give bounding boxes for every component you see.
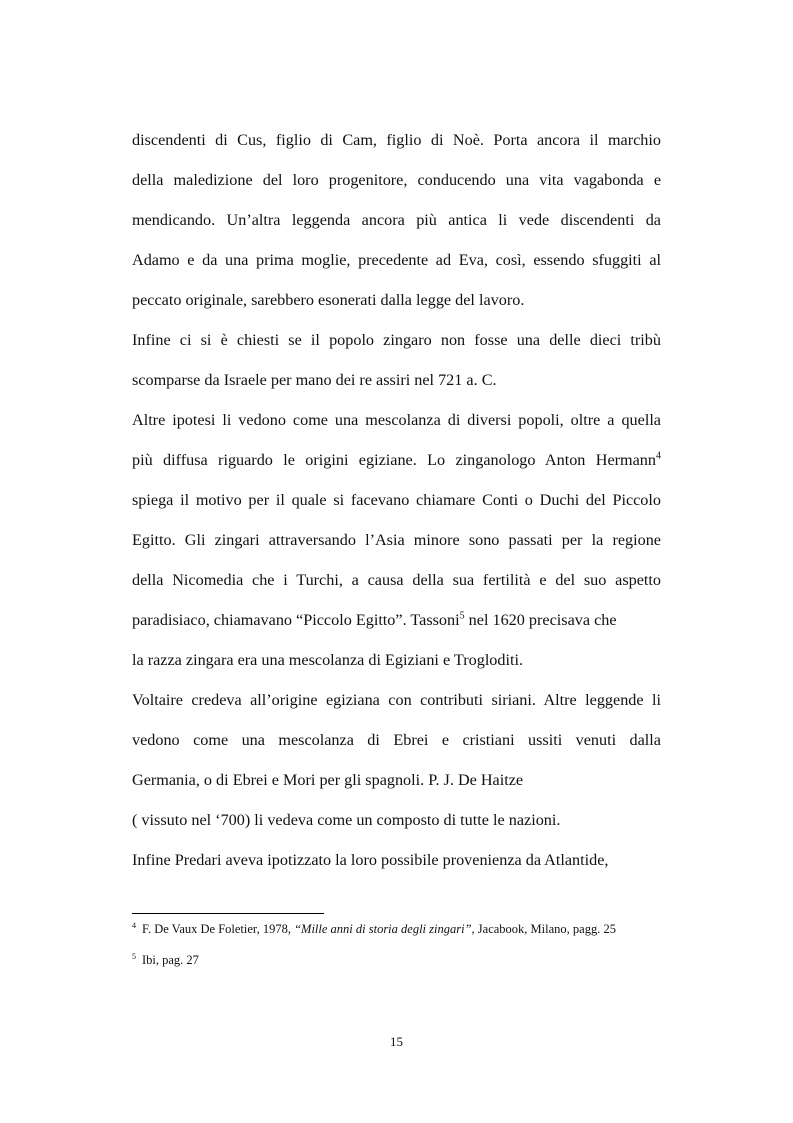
text-line: Voltaire credeva all’origine egiziana con contributi siriani. Altre leggende li	[132, 691, 661, 709]
footnote-ref: 5	[459, 610, 465, 622]
text-line-with-footnote	[132, 610, 661, 630]
text-line: discendenti di Cus, figlio di Cam, figlio di Noè. Porta ancora il marchio	[132, 131, 661, 149]
footnote-mark: 4	[132, 920, 136, 930]
text-line: la razza zingara era una mescolanza di Egiziani e Trogloditi.	[132, 651, 524, 669]
footnote-book-title: “Mille anni di storia degli zingari”,	[294, 922, 475, 936]
text-line: della maledizione del loro progenitore, conducendo una vita vagabonda e	[132, 171, 661, 189]
text-line: della Nicomedia che i Turchi, a causa della sua fertilità e del suo aspetto	[132, 571, 661, 589]
text-line: Infine ci si è chiesti se il popolo zingaro non fosse una delle dieci tribù	[132, 331, 661, 349]
text-line: Adamo e da una prima moglie, precedente ad Eva, così, essendo sfuggiti al	[132, 251, 661, 269]
footnote-5	[132, 952, 199, 968]
footnote-text: Ibi, pag. 27	[142, 953, 199, 967]
text-line: Germania, o di Ebrei e Mori per gli spagnoli. P. J. De Haitze	[132, 771, 524, 789]
text-line: scomparse da Israele per mano dei re assiri nel 721 a. C.	[132, 371, 497, 389]
footnote-mark: 5	[132, 951, 136, 961]
footnote-text: Jacabook, Milano, pagg. 25	[474, 922, 616, 936]
text-line: Infine Predari aveva ipotizzato la loro possibile provenienza da Atlantide,	[132, 851, 609, 869]
page-number: 15	[390, 1034, 403, 1049]
text-line-with-footnote	[132, 450, 661, 470]
footnote-ref: 4	[656, 450, 661, 462]
text-line: vedono come una mescolanza di Ebrei e cristiani ussiti venuti dalla	[132, 731, 661, 749]
text-line: ( vissuto nel ‘700) li vedeva come un composto di tutte le nazioni.	[132, 811, 561, 829]
text-run: più diffusa riguardo le origini egiziane. Lo zinganologo Anton Hermann	[132, 451, 656, 469]
text-run: paradisiaco, chiamavano “Piccolo Egitto”. Tassoni	[132, 611, 460, 629]
footnote-text: F. De Vaux De Foletier, 1978,	[142, 922, 295, 936]
text-line: spiega il motivo per il quale si facevano chiamare Conti o Duchi del Piccolo	[132, 491, 661, 509]
text-line: Altre ipotesi li vedono come una mescolanza di diversi popoli, oltre a quella	[132, 411, 661, 429]
footnote-4	[132, 921, 616, 937]
text-line: mendicando. Un’altra leggenda ancora più antica li vede discendenti da	[132, 211, 661, 229]
text-run: nel 1620 precisava che	[464, 611, 617, 629]
text-line: peccato originale, sarebbero esonerati dalla legge del lavoro.	[132, 291, 525, 309]
footnote-separator	[132, 913, 324, 914]
text-line: Egitto. Gli zingari attraversando l’Asia minore sono passati per la regione	[132, 531, 661, 549]
